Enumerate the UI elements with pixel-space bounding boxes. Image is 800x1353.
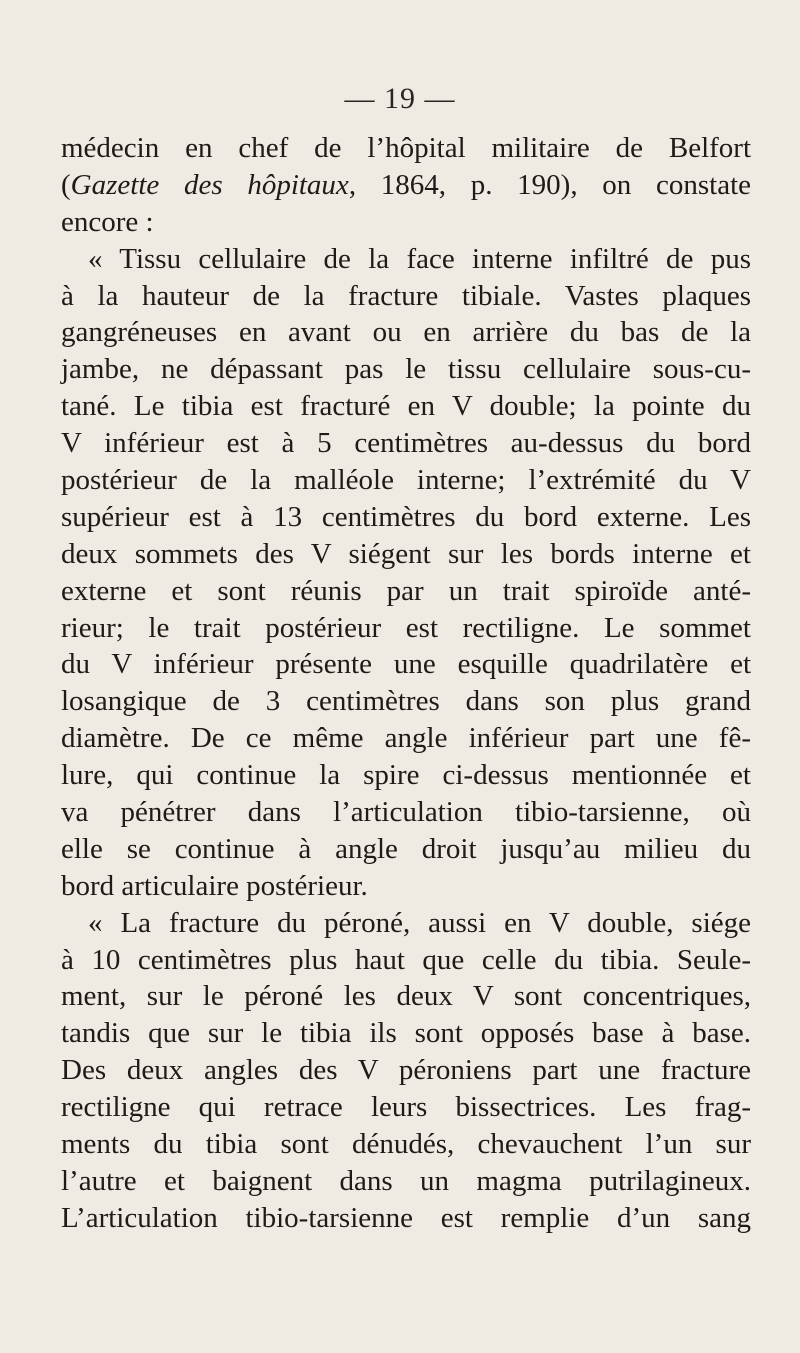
text-line: tané. Le tibia est fracturé en V double; la pointe du	[61, 390, 751, 423]
text-line: bord articulaire postérieur.	[61, 869, 368, 902]
text-line: ments du tibia sont dénudés, chevauchent l’un sur	[61, 1128, 751, 1161]
text-line: du V inférieur présente une esquille quadrilatère et	[61, 648, 751, 681]
text-line: V inférieur est à 5 centimètres au-dessus du bord	[61, 427, 751, 460]
text-line: gangréneuses en avant ou en arrière du bas de la	[61, 316, 751, 349]
text-line: L’articulation tibio-tarsienne est remplie d’un sang	[61, 1201, 751, 1234]
text-line: « Tissu cellulaire de la face interne infiltré de pus	[88, 242, 751, 275]
text-line: ment, sur le péroné les deux V sont concentriques,	[61, 980, 751, 1013]
text-line: l’autre et baignent dans un magma putrilagineux.	[61, 1164, 751, 1197]
text-line: lure, qui continue la spire ci-dessus mentionnée et	[61, 759, 751, 792]
text-line: externe et sont réunis par un trait spiroïde anté-	[61, 574, 751, 607]
text-line: encore :	[61, 205, 154, 238]
text-line-citation	[61, 167, 751, 204]
text-line: jambe, ne dépassant pas le tissu cellulaire sous-cu-	[61, 353, 751, 386]
text-fragment: (	[61, 168, 71, 201]
text-line: Des deux angles des V péroniens part une fracture	[61, 1054, 751, 1087]
text-line: diamètre. De ce même angle inférieur part une fê-	[61, 722, 751, 755]
text-line: deux sommets des V siégent sur les bords interne et	[61, 537, 751, 570]
text-line: elle se continue à angle droit jusqu’au milieu du	[61, 832, 751, 865]
journal-title: Gazette des hôpitaux	[70, 168, 349, 201]
body-text	[61, 130, 751, 1237]
text-line: va pénétrer dans l’articulation tibio-tarsienne, où	[61, 796, 751, 829]
page-number: — 19 —	[344, 82, 456, 115]
text-line: tandis que sur le tibia ils sont opposés base à base.	[61, 1017, 751, 1050]
text-line: « La fracture du péroné, aussi en V double, siége	[88, 906, 751, 939]
text-line: postérieur de la malléole interne; l’extrémité du V	[61, 464, 751, 497]
text-line: supérieur est à 13 centimètres du bord externe. Les	[61, 500, 751, 533]
text-fragment: , 1864, p. 190), on constate	[348, 168, 751, 201]
text-line: rieur; le trait postérieur est rectiligne. Le sommet	[61, 611, 751, 644]
text-line: losangique de 3 centimètres dans son plus grand	[61, 685, 751, 718]
text-line: médecin en chef de l’hôpital militaire de Belfort	[61, 132, 751, 164]
text-line: à 10 centimètres plus haut que celle du tibia. Seule-	[61, 943, 751, 976]
text-line: à la hauteur de la fracture tibiale. Vastes plaques	[61, 279, 751, 312]
text-line: rectiligne qui retrace leurs bissectrices. Les frag-	[61, 1091, 751, 1124]
